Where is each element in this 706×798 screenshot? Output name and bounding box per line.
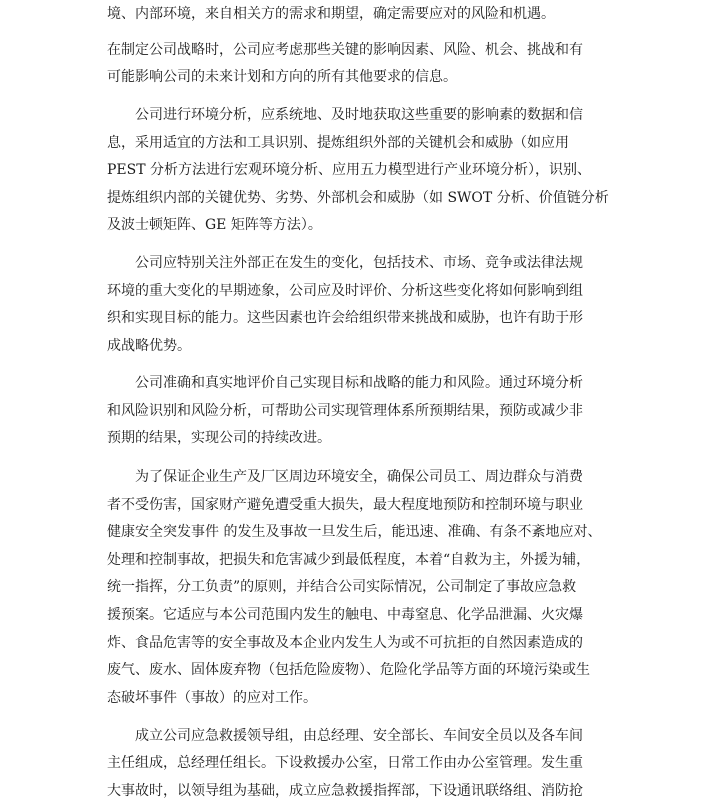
paragraph-line: 环境的重大变化的早期迹象，公司应及时评价、分析这些变化将如何影响到组 [107,283,583,299]
paragraph-line: 可能影响公司的未来计划和方向的所有其他要求的信息。 [107,69,457,85]
paragraph-line: 统一指挥，分工负责”的原则，并结合公司实际情况，公司制定了事故应急救 [107,579,577,595]
paragraph-line: 公司进行环境分析，应系统地、及时地获取这些重要的影响素的数据和信 [135,107,583,123]
paragraph-line: 在制定公司战略时，公司应考虑那些关键的影响因素、风险、机会、挑战和有 [107,42,583,58]
paragraph-line: 公司准确和真实地评价自己实现目标和战略的能力和风险。通过环境分析 [135,375,583,391]
paragraph-line: 织和实现目标的能力。这些因素也许会给组织带来挑战和威胁，也许有助于形 [107,310,583,326]
paragraph-line: PEST 分析方法进行宏观环境分析、应用五力模型进行产业环境分析），识别、 [107,162,592,178]
paragraph-line: 态破坏事件（事故）的应对工作。 [107,690,317,706]
paragraph-line: 炸、食品危害等的安全事故及本企业内发生人为或不可抗拒的自然因素造成的 [107,635,583,651]
paragraph-line: 处理和控制事故，把损失和危害减少到最低程度，本着“自救为主，外援为辅， [107,552,591,568]
paragraph-line: 健康安全突发事件 的发生及事故一旦发生后，能迅速、准确、有条不紊地应对、 [107,524,602,540]
paragraph-line: 及波士顿矩阵、GE 矩阵等方法）。 [107,217,322,233]
paragraph-line: 成战略优势。 [107,338,191,354]
paragraph-line: 成立公司应急救援领导组，由总经理、安全部长、车间安全员以及各车间 [135,728,583,744]
paragraph-line: 主任组成，总经理任组长。下设救援办公室，日常工作由办公室管理。发生重 [107,755,583,771]
paragraph-line: 为了保证企业生产及厂区周边环境安全，确保公司员工、周边群众与消费 [135,469,583,485]
paragraph-line: 境、内部环境，来自相关方的需求和期望，确定需要应对的风险和机遇。 [107,6,555,22]
paragraph-line: 预期的结果，实现公司的持续改进。 [107,430,331,446]
paragraph-line: 援预案。它适应与本公司范围内发生的触电、中毒窒息、化学品泄漏、火灾爆 [107,607,583,623]
paragraph-line: 者不受伤害，国家财产避免遭受重大损失，最大程度地预防和控制环境与职业 [107,497,583,513]
paragraph-line: 息，采用适宜的方法和工具识别、提炼组织外部的关键机会和威胁（如应用 [107,135,569,151]
paragraph-line: 和风险识别和风险分析，可帮助公司实现管理体系所预期结果，预防或减少非 [107,403,583,419]
paragraph-line: 大事故时，以领导组为基础，成立应急救援指挥部，下设通讯联络组、消防抢 [107,783,583,798]
paragraph-line: 公司应特别关注外部正在发生的变化，包括技术、市场、竞争或法律法规 [135,255,583,271]
paragraph-line: 提炼组织内部的关键优势、劣势、外部机会和威胁（如 SWOT 分析、价值链分析 [107,190,609,206]
paragraph-line: 废气、废水、固体废弃物（包括危险废物）、危险化学品等方面的环境污染或生 [107,662,590,678]
